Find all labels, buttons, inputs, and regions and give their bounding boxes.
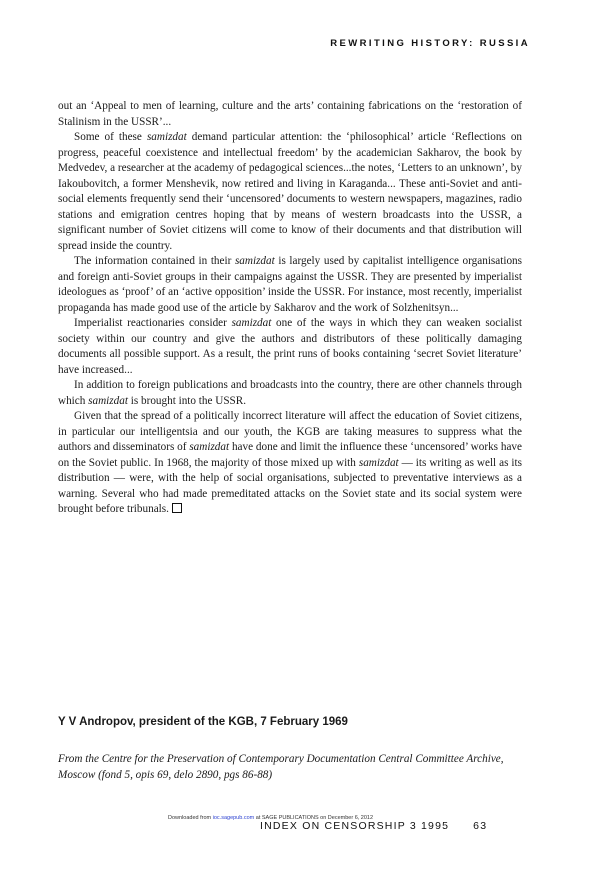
end-of-article-icon bbox=[172, 503, 182, 513]
paragraph-2: Some of these samizdat demand particular attention: the ‘philosophical’ article ‘Reflections on progress, peaceful coexistence and intellectual freedom’ by the academician Sakharov, the book by Medvedev, a researcher at the academy of pedagogical sciences...the notes, ‘Letters to an unknown’, by Iakoubovitch, a former Menshevik, now retired and living in Karaganda... These anti-Soviet and anti-social elements frequently send their ‘uncensored’ documents to western newspapers, magazines, radio stations and emigration centres hoping that by means of western broadcasts into the USSR, a significant number of Soviet citizens will come to know of their documents and that distribution will spread inside the country. bbox=[58, 131, 523, 252]
paragraph-4: Imperialist reactionaries consider samizdat one of the ways in which they can weaken socialist society within our country and give the authors and distributors of these politically damaging documents all possible support. As a result, the print runs of books containing ‘secret Soviet literature’ have increased... bbox=[58, 317, 522, 376]
paragraph-6-text: Given that the spread of a politically incorrect literature will affect the education of Soviet citizens, in particular our intelligentsia and our youth, the KGB are taking measures to suppress what the authors and disseminators of samizdat have done and limit the influence these ‘uncensored’ works have on the Soviet public. In 1968, the majority of those mixed up with samizdat — its writing as well as its distribution — were, with the help of social organisations, subjected to preventative interviews as a warning. Several who had made premeditated attacks on the Soviet state and its social system were brought before tribunals. bbox=[58, 410, 522, 515]
paragraph-3: The information contained in their samizdat is largely used by capitalist intelligence organisations and foreign anti-Soviet groups in their campaigns against the USSR. They are presented by imperialist ideologues as ‘proof’ of an ‘active opposition’ inside the USSR. For instance, most recently, imperialist propaganda has made good use of the article by Sakharov and the work of Solzhenitsyn... bbox=[58, 255, 523, 314]
article-body bbox=[58, 99, 522, 518]
download-suffix: at SAGE PUBLICATIONS on December 6, 2012 bbox=[254, 815, 374, 821]
running-header: REWRITING HISTORY: RUSSIA bbox=[330, 38, 530, 49]
page-number: 63 bbox=[473, 820, 488, 832]
paragraph-5: In addition to foreign publications and broadcasts into the country, there are other channels through which samizdat is brought into the USSR. bbox=[58, 379, 522, 407]
download-prefix: Downloaded from bbox=[168, 815, 213, 821]
page-footer bbox=[260, 820, 487, 832]
download-link[interactable]: ioc.sagepub.com bbox=[212, 815, 255, 821]
journal-issue: INDEX ON CENSORSHIP 3 1995 bbox=[260, 820, 450, 832]
source-note: From the Centre for the Preservation of Contemporary Documentation Central Committee Archive, Moscow (fond 5, opis 69, delo 2890, pgs 86-88) bbox=[58, 753, 504, 781]
paragraph-1: out an ‘Appeal to men of learning, culture and the arts’ containing fabrications on the ‘restoration of Stalinism in the USSR’... bbox=[58, 100, 522, 128]
signature-line: Y V Andropov, president of the KGB, 7 February 1969 bbox=[58, 716, 348, 728]
paragraph-6 bbox=[58, 409, 522, 518]
